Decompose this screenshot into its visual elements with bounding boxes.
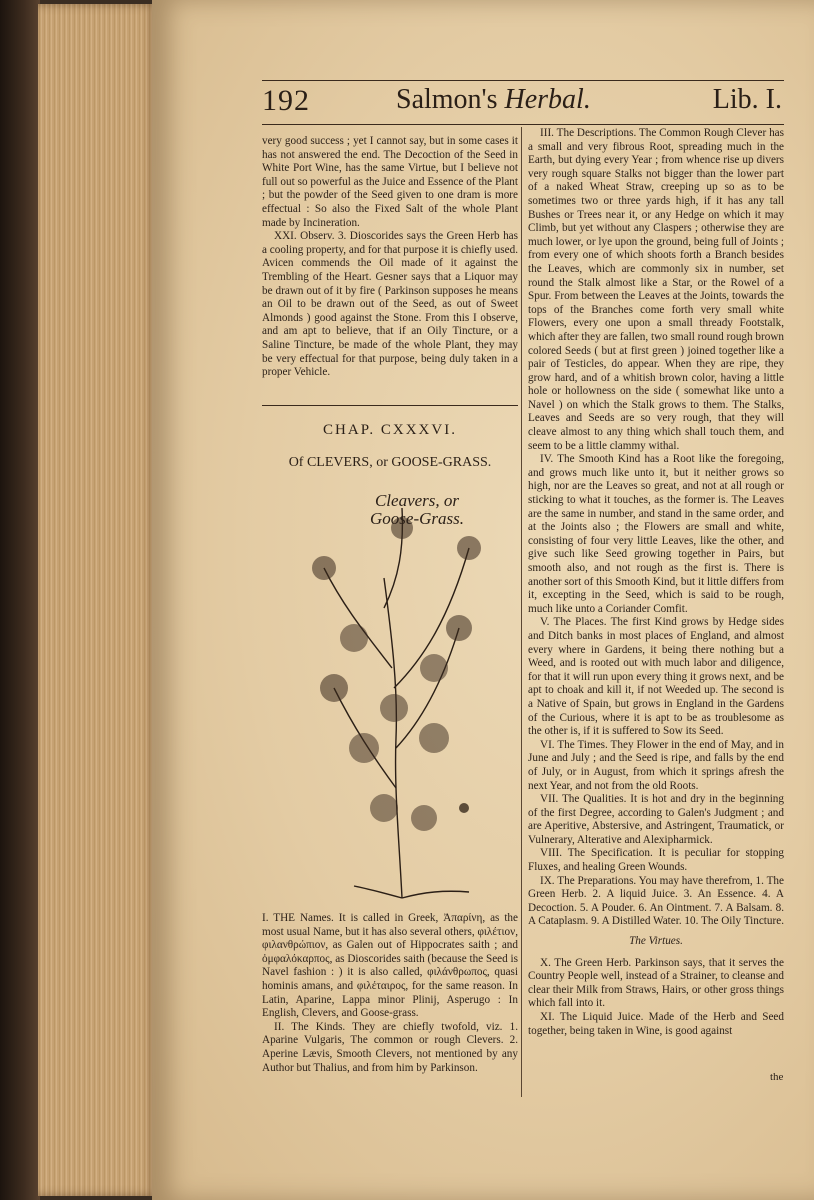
paragraph: IX. The Preparations. You may have therefrom, 1. The Green Herb. 2. A liquid Juice. 3. An Essence. 4. A Decoction. 5. A Pouder. 6. An Ointment. 7. A Balsam. 8. A Cataplasm. 9. A Distilled Water. 10. The Oily Tincture. xyxy=(528,874,784,928)
header-rule-top xyxy=(262,80,784,81)
running-title xyxy=(396,84,591,116)
chapter-title: CHAP. CXXXVI. xyxy=(323,422,457,438)
chapter-subtitle: Of CLEVERS, or GOOSE-GRASS. xyxy=(288,455,492,470)
page-header xyxy=(262,82,782,126)
paragraph: very good success ; yet I cannot say, but in some cases it has not answered the end. The Decoction of the Seed in White Port Wine, has the same Virtue, but I believe not full out so powerful as the Juice and Essence of the Plant ; but the powder of the Seed given to one dram is more effectual : So also the Fixed Salt of the whole Plant made by Incineration. xyxy=(262,135,518,229)
caption-line: Goose-Grass. xyxy=(370,509,464,528)
column-divider xyxy=(521,127,522,1097)
virtues-heading: The Virtues. xyxy=(629,935,683,948)
paragraph: VII. The Qualities. It is hot and dry in the beginning of the first Degree, according to Galen's Judgment ; and are Aperitive, Abstersive, and Astringent, Traumatick, or Vulnerary, Alterative and Alexipharmick. xyxy=(528,793,784,846)
header-rule-bottom xyxy=(262,124,784,125)
left-column-bottom xyxy=(262,912,518,1075)
book-spine xyxy=(0,0,40,1200)
paragraph: I. THE Names. It is called in Greek, Ἀπαρίνη, as the most usual Name, but it has also several others, φιλέτιον, φιλανθρώπιον, as Galen out of Hippocrates saith ; and ὀμφαλόκαρπος, as Dioscorides saith (because the Seed is Navel fashion : ) it is also called, φιλάνθρωπος, quasi hominis amans, and φιλέταιρος, for the same reason. In Latin, Aparine, Lappa minor Plinij, Asperugo : In English, Clevers, and Goose-grass. xyxy=(262,912,518,1020)
caption-line: Cleavers, or xyxy=(374,491,460,510)
page-number: 192 xyxy=(262,84,310,117)
paragraph: IV. The Smooth Kind has a Root like the foregoing, and grows much like unto it, but it neither grows so high, nor are the Leaves so great, and not at all rough or sticking to what it touches, as the former is. The Leaves are the same in number, and stand in the same order, and at the Joints also ; the Flowers are small and white, consisting of four very little Leaves, like the other, and give such like Seed growing together in Pairs, but smooth also, and not rough as the first is. There is another sort of this Smooth Kind, but it little differs from it, excepting in the Seed, which is said to be rough, much like unto a Coriander Comfit. xyxy=(528,453,784,615)
left-column-top xyxy=(262,135,518,380)
paragraph: X. The Green Herb. Parkinson says, that it serves the Country People well, instead of a Strainer, to cleanse and clear their Milk from Straws, Hairs, or other gross things which fall into it. xyxy=(528,956,784,1010)
right-column xyxy=(528,127,784,1038)
catchword: the xyxy=(770,1071,784,1083)
paragraph: VI. The Times. They Flower in the end of May, and in June and July ; and the Seed is ripe, and falls by the end of July, or in August, from which it springs afresh the next Year, and not from the old Roots. xyxy=(528,738,784,792)
paragraph: III. The Descriptions. The Common Rough Clever has a small and very fibrous Root, spreading much in the Earth, but dying every Year ; from whence rise up divers very rough square Stalks not bigger than the lower part of a naked Wheat Straw, creeping up so as to be sometimes two or three yards high, if it has any tall Bushes or Trees near it, or any Hedge on which it may Climb, but yet without any Claspers ; otherwise they are much lower, or lye upon the ground, being full of Joints ; from every one of which shoots forth a Branch besides the Leaves, which are commonly six in number, set round the Stalk almost like a Star, or the Rowel of a Spur. From between the Leaves at the Joints, towards the tops of the Branches come forth very small white Flowers, every one upon a small thready Footstalk, which after they are fallen, two small round rough brown colored Seeds ( but at first green ) joined together like a pair of Testicles, do appear. When they are ripe, they grow hard, and of a whitish brown color, having a little hole or hollowness on the side ( somewhat like unto a Navel ) on which the Stalk grows to them. The Stalks, Leaves and Seeds are so very rough, that they will cleave almost to any thing which shall touch them, and seem to be a little clammy withal. xyxy=(528,127,784,452)
illustration-caption xyxy=(352,492,482,528)
paragraph: XI. The Liquid Juice. Made of the Herb and Seed together, being taken in Wine, is good against xyxy=(528,1011,784,1037)
page-edges xyxy=(38,4,158,1196)
paragraph: V. The Places. The first Kind grows by Hedge sides and Ditch banks in most places of England, and almost every where in Gardens, it being there nothing but a Weed, and is rooted out with much labor and diligence, for that it will run upon every thing it grows next, and be apt to choak and kill it, if not Weeded up. The second is a Native of Spain, but grows in England in the Gardens of the Curious, where it is apt to be as troublesome as the other is, if it is suffered to Sow its Seed. xyxy=(528,616,784,738)
title-roman: Salmon's xyxy=(396,84,498,115)
book-number: Lib. I. xyxy=(712,84,782,115)
paragraph: II. The Kinds. They are chiefly twofold, viz. 1. Aparine Vulgaris, The common or rough Clevers. 2. Aperine Lævis, Smooth Clevers, not mentioned by any Author but Thalius, and from him by Parkinson. xyxy=(262,1020,518,1074)
chapter-rule xyxy=(262,405,518,406)
paragraph: VIII. The Specification. It is peculiar for stopping Fluxes, and healing Green Wounds. xyxy=(528,847,784,874)
cleavers-illustration xyxy=(284,488,504,908)
paragraph: XXI. Observ. 3. Dioscorides says the Green Herb has a cooling property, and for that purpose it is chiefly used. Avicen commends the Oil made of it against the Trembling of the Heart. Gesner says that a Liquor may be drawn out of it by fire ( Parkinson supposes he means an Oil to be drawn out of the Seed, as out of Sweet Almonds ) good against the Stone. From this I observe, and am apt to believe, that if an Oily Tincture, or a Saline Tincture, be made of the whole Plant, they may be very effectual for that purpose, being duly taken in a proper Vehicle. xyxy=(262,230,518,379)
title-italic: Herbal. xyxy=(504,84,591,115)
